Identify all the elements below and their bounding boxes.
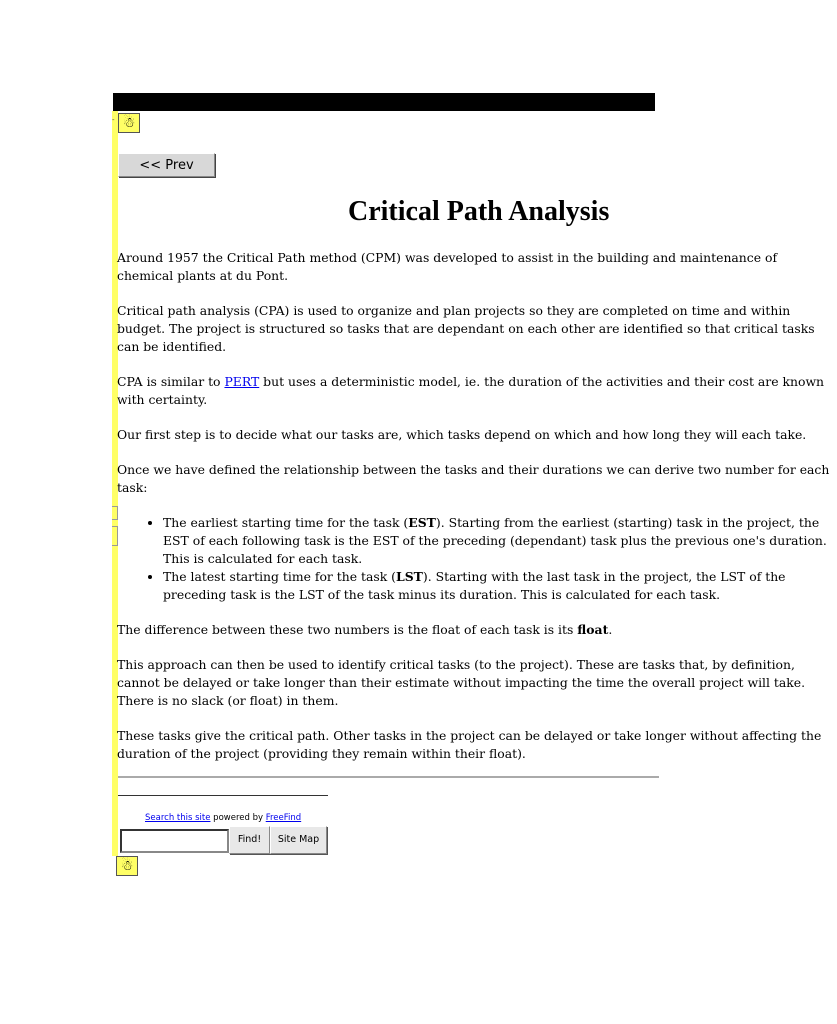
paragraph	[117, 621, 837, 639]
float-term: float	[577, 622, 609, 637]
sitemap-button[interactable]: Site Map	[270, 826, 327, 854]
task-times-list	[117, 514, 837, 604]
text: ). Starting from the earliest (starting) task in the project, the EST of each following task is the EST of the preceding (dependant) task plus the previous one's duration. This is calculated for each task.	[163, 515, 827, 566]
list-item	[163, 568, 837, 604]
page-title: Critical Path Analysis	[348, 196, 610, 227]
est-term: EST	[408, 515, 436, 530]
find-button[interactable]: Find!	[229, 826, 270, 854]
search-site-link[interactable]: Search this site	[145, 813, 211, 823]
robot-icon[interactable]	[116, 856, 138, 876]
text: The latest starting time for the task (	[163, 569, 397, 584]
robot-icon-glyph: ☃	[120, 858, 134, 874]
text: but uses a deterministic model, ie. the duration of the activities and their cost are known with certainty.	[117, 374, 825, 407]
paragraph: Our first step is to decide what our tasks are, which tasks depend on which and how long they will each take.	[117, 427, 807, 442]
paragraph: Critical path analysis (CPA) is used to organize and plan projects so they are completed on time and within budget. The project is structured so tasks that are dependant on each other are identified so that critical tasks can be identified.	[117, 303, 815, 354]
paragraph: Once we have defined the relationship between the tasks and their durations we can derive two number for each task:	[117, 462, 830, 495]
search-input[interactable]	[120, 829, 229, 853]
top-black-bar	[113, 93, 655, 111]
paragraph: These tasks give the critical path. Other tasks in the project can be delayed or take longer without affecting the duration of the project (providing they remain within their float).	[117, 728, 822, 761]
text: .	[608, 622, 613, 637]
paragraph	[117, 373, 837, 409]
paragraph: This approach can then be used to identify critical tasks (to the project). These are tasks that, by definition, cannot be delayed or take longer than their estimate without impacting the time the overall project will take. There is no slack (or float) in them.	[117, 657, 806, 708]
prev-button[interactable]: << Prev	[118, 153, 215, 177]
divider	[118, 795, 328, 796]
search-caption	[145, 813, 301, 823]
text: The earliest starting time for the task (	[163, 515, 409, 530]
divider	[118, 776, 659, 778]
powered-text: powered by	[210, 813, 266, 823]
robot-icon-glyph: ☃	[122, 115, 136, 131]
article-body	[117, 249, 837, 780]
freefind-link[interactable]: FreeFind	[265, 813, 302, 823]
pert-link[interactable]: PERT	[224, 374, 260, 389]
paragraph: Around 1957 the Critical Path method (CPM) was developed to assist in the building and maintenance of chemical plants at du Pont.	[117, 250, 778, 283]
text: ). Starting with the last task in the project, the LST of the preceding task is the LST of the task minus its duration. This is calculated for each task.	[163, 569, 786, 602]
tiny-mark: -	[112, 116, 115, 124]
lst-term: LST	[396, 569, 423, 584]
text: CPA is similar to	[117, 374, 225, 389]
robot-icon[interactable]	[118, 113, 140, 133]
text: The difference between these two numbers is the float of each task is its	[117, 622, 578, 637]
list-item	[163, 514, 837, 568]
